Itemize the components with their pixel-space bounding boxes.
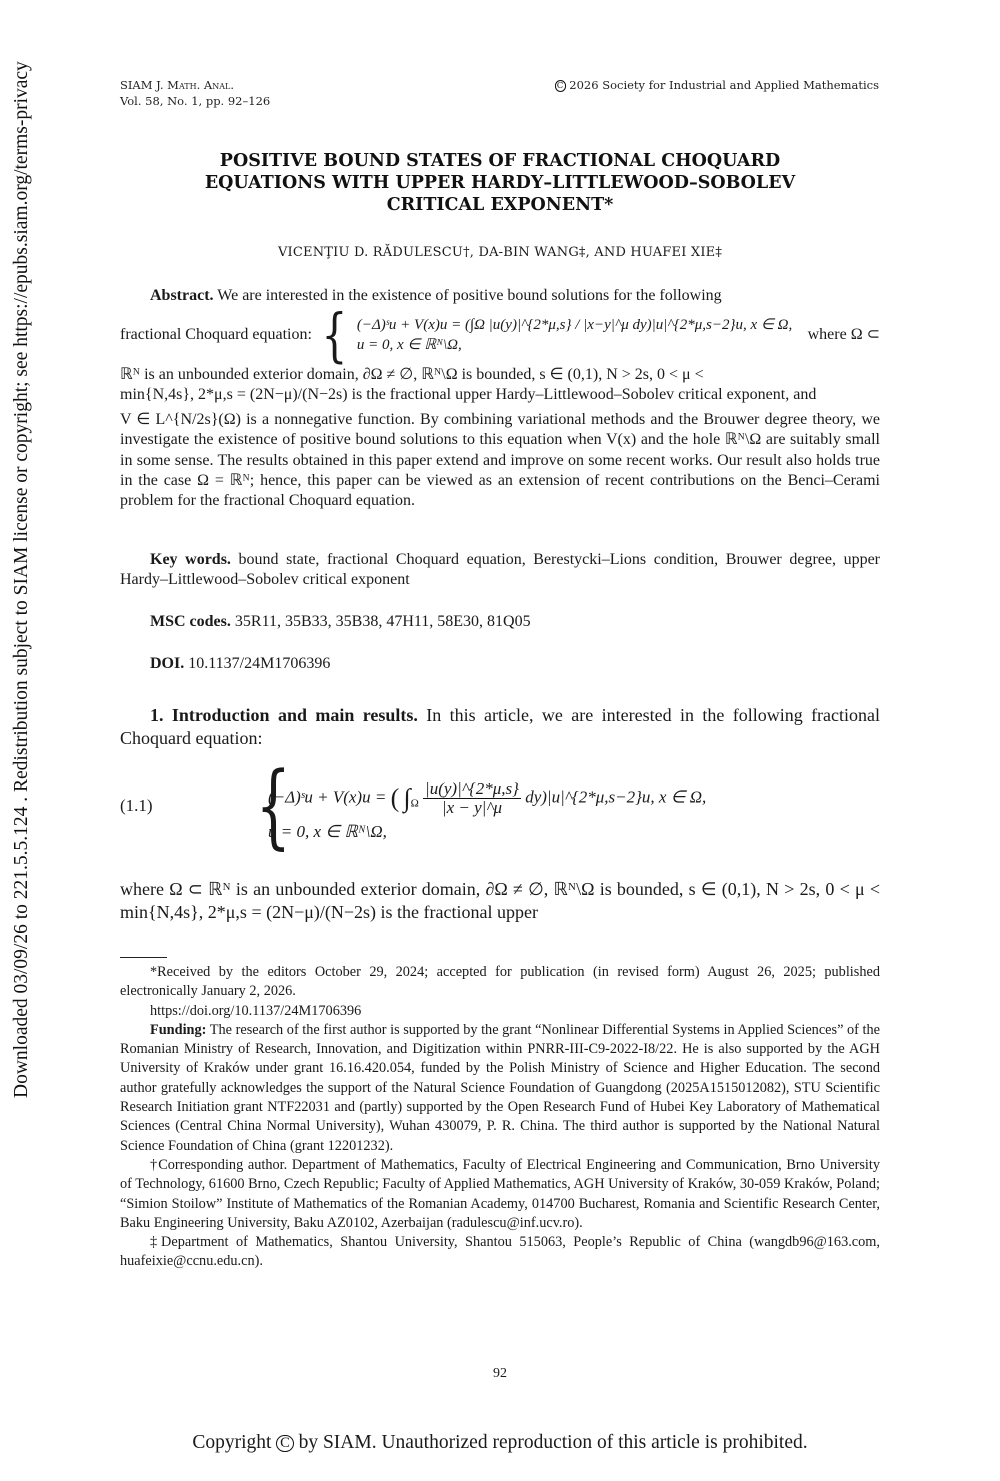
abstract-body: [120, 365, 880, 512]
abstract-lead: fractional Choquard equation:: [120, 325, 312, 343]
authors: VICENŢIU D. RĂDULESCU†, DA-BIN WANG‡, AND HUAFEI XIE‡: [277, 245, 723, 260]
footnote-doi-url[interactable]: https://doi.org/10.1137/24M1706396: [150, 1002, 362, 1019]
abstract-trail: where Ω ⊂: [807, 325, 880, 343]
section-heading: 1. Introduction and main results.: [150, 705, 418, 725]
title-line: EQUATIONS WITH UPPER HARDY–LITTLEWOOD–SOBOLEV: [204, 173, 796, 193]
copyright-icon: C: [555, 80, 566, 91]
left-brace: {: [255, 752, 291, 859]
journal-name: SIAM J. Math. Anal.: [120, 78, 234, 92]
journal-volume: Vol. 58, No. 1, pp. 92–126: [120, 94, 271, 108]
equation-number: (1.1): [120, 796, 153, 815]
footnote-corresponding: †Corresponding author. Department of Mathematics, Faculty of Electrical Engineering and Communication, Brno University of Technology, 61600 Brno, Czech Republic; Faculty of Applied Mathematics, AGH University of Kraków, 30-059 Kraków, Poland; “Simion Stoilow” Institute of Mathematics of the Romanian Academy, 014700 Bucharest, Romania and Scientific Research Center, Baku Engineering University, Baku AZ0102, Azerbaijan (radulescu@inf.ucv.ro).: [120, 1156, 880, 1231]
title-line: POSITIVE BOUND STATES OF FRACTIONAL CHOQUARD: [219, 151, 781, 171]
journal-header: [120, 77, 270, 109]
abstract-line: min{N,4s}, 2*μ,s = (2N−μ)/(N−2s) is the fractional upper Hardy–Littlewood–Sobolev critical exponent, and: [120, 386, 817, 404]
fraction-denominator: |x − y|^μ: [441, 797, 503, 817]
paper-title: [120, 150, 880, 216]
footnotes: [120, 963, 880, 1272]
footnote-funding: [120, 1021, 880, 1156]
footer-prefix: Copyright: [192, 1432, 272, 1453]
integral-domain: Ω: [410, 797, 419, 810]
abstract-intro-text: We are interested in the existence of positive bound solutions for the following: [217, 287, 722, 304]
doi-text: 10.1137/24M1706396: [188, 655, 331, 672]
keywords-text: bound state, fractional Choquard equation, Berestycki–Lions condition, Brouwer degree, upper Hardy–Littlewood–Sobolev critical exponent: [120, 551, 880, 589]
copyright-icon: C: [276, 1435, 293, 1452]
funding-text: The research of the first author is supported by the grant “Nonlinear Differential Systems in Applied Sciences” of the Romanian Ministry of Research, Innovation, and Digitization within PNRR-III-C9-2022-I8/22. He is also supported by the AGH University of Kraków under grant 16.16.420.054, funded by the Polish Ministry of Science and Higher Education. The second author gratefully acknowledges the support of the Natural Science Foundation of Guangdong (2025A1515012082), STU Scientific Research Initiation grant NTF22031 and (partly) supported by the Open Research Fund of Hubei Key Laboratory of Mathematical Sciences (Central China Normal University), Wuhan 430079, P. R. China. The third author is supported by the National Natural Science Foundation of China (grant 12201232).: [120, 1021, 880, 1154]
keywords: [120, 550, 880, 591]
section-intro-text: In this article, we are interested in the following fractional Choquard equation:: [120, 705, 881, 748]
equation-row-1: [268, 780, 706, 817]
abstract-intro: [120, 286, 880, 306]
keywords-label: Key words.: [150, 551, 231, 568]
footnote-rule: [120, 957, 167, 958]
fraction-numerator: |u(y)|^{2*μ,s}: [425, 779, 519, 798]
msc-label: MSC codes.: [150, 613, 231, 630]
abstract-rest: V ∈ L^{N/2s}(Ω) is a nonnegative function. By combining variational methods and the Brouwer degree theory, we investigate the existence of positive bound solutions to this equation when V(x) and the hole ℝᴺ\Ω are suitably small in some sense. The results obtained in this paper extend and improve on some recent works. Our result also holds true in the case Ω = ℝᴺ; hence, this paper can be viewed as an extension of recent contributions on the Benci–Cerami problem for the fractional Choquard equation.: [120, 410, 880, 510]
abstract-line: ℝᴺ is an unbounded exterior domain, ∂Ω ≠ ∅, ℝᴺ\Ω is bounded, s ∈ (0,1), N > 2s, 0 < μ <: [120, 366, 704, 383]
integrand-fraction: [423, 780, 521, 817]
funding-label: Funding:: [150, 1021, 207, 1038]
equation-1-1: [120, 752, 880, 859]
doi-label: DOI.: [150, 655, 185, 672]
integral-sign: ∫: [403, 783, 411, 813]
eq-rhs: dy)|u|^{2*μ,s−2}u, x ∈ Ω,: [525, 787, 707, 807]
abstract-eq-row1: (−Δ)ˢu + V(x)u = (∫Ω |u(y)|^{2*μ,s} / |x−y|^μ dy)|u|^{2*μ,s−2}u, x ∈ Ω,: [356, 316, 793, 333]
footer-text: by SIAM. Unauthorized reproduction of this article is prohibited.: [298, 1432, 808, 1453]
footer-copyright: [0, 1432, 1000, 1454]
abstract-eq-row2: u = 0, x ∈ ℝᴺ\Ω,: [356, 337, 462, 353]
eq-lhs: (−Δ)ˢu + V(x)u =: [268, 787, 387, 807]
header-copyright-text: 2026 Society for Industrial and Applied Mathematics: [569, 78, 879, 92]
section-1-para: where Ω ⊂ ℝᴺ is an unbounded exterior domain, ∂Ω ≠ ∅, ℝᴺ\Ω is bounded, s ∈ (0,1), N > 2s, 0 < μ < min{N,4s}, 2*μ,s = (2N−μ)/(N−2s) is the fractional upper: [120, 879, 880, 922]
msc-codes: [120, 612, 880, 632]
doi: [120, 654, 880, 674]
header-copyright: [555, 77, 879, 93]
left-brace: {: [321, 301, 348, 369]
footnote-affiliation: ‡Department of Mathematics, Shantou University, Shantou 515063, People’s Republic of China (wangdb96@163.com, huafeixie@ccnu.edu.cn).: [120, 1234, 880, 1270]
paren-open: (: [390, 783, 400, 813]
equation-row-2: u = 0, x ∈ ℝᴺ\Ω,: [268, 822, 387, 841]
abstract-equation: [120, 301, 880, 369]
page-number: 92: [493, 1366, 507, 1381]
title-line: CRITICAL EXPONENT*: [386, 195, 614, 215]
section-1-intro: [120, 704, 880, 750]
msc-text: 35R11, 35B33, 35B38, 47H11, 58E30, 81Q05: [234, 613, 531, 630]
footnote-received: *Received by the editors October 29, 2024; accepted for publication (in revised form) August 26, 2025; published electronically January 2, 2026.: [120, 964, 880, 1000]
abstract-label: Abstract.: [150, 287, 214, 304]
download-notice: Downloaded 03/09/26 to 221.5.5.124 . Redistribution subject to SIAM license or copyright; see https://epubs.siam.org/terms-privacy: [11, 61, 32, 1098]
